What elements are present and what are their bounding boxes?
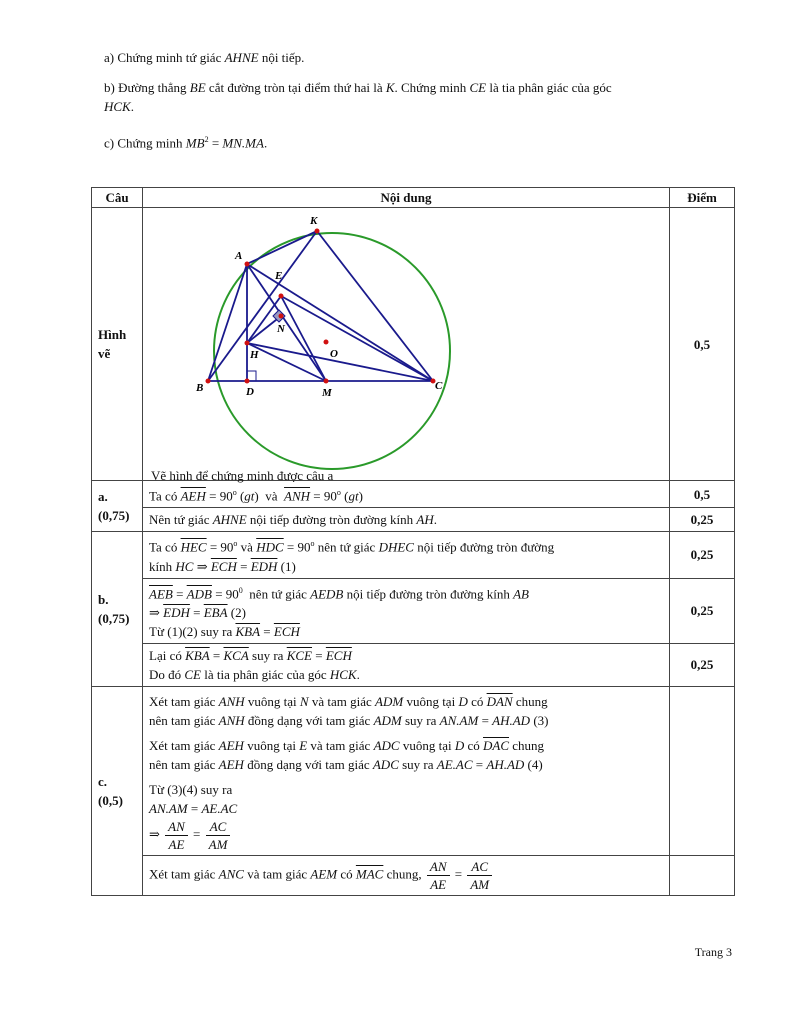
part-c-row2 (92, 855, 735, 895)
label-E: E (275, 270, 283, 282)
page-footer: Trang 3 (694, 945, 732, 959)
question-b: b) Đường thẳng BE cắt đường tròn tại điểm thứ hai là K. Chứng minh CE là tia phân giác của góc HCK. (104, 80, 612, 114)
part-b-block2: $\overline{AEB} = \overline{ADB} = 90^0$ nên tứ giác AEDB nội tiếp đường tròn đường kính AB ⇒ $\overline{EDH} = \overline{EBA}$ (2) Từ (1)(2) suy ra $\overline{KBA} = \overline{ECH}$ (143, 578, 670, 643)
label-D: D (246, 386, 254, 398)
part-b-score3: 0,25 (670, 643, 735, 686)
part-b-row2 (92, 578, 735, 643)
frac4-num: AC (467, 858, 492, 876)
part-c-block1: Xét tam giác ANH vuông tại N và tam giác ADM vuông tại D có $\overline{DAN}$ chung nên tam giác ANH đồng dạng với tam giác ADM suy ra AN.AM = AH.AD (3) Xét tam giác AEH vuông tại E và tam giác ADC vuông tại D có $\overline{DAC}$ chung nên tam giác AEH đồng dạng với tam giác ADC suy ra AE.AC = AH.AD (4) Từ (3)(4) suy ra AN.AM = AE.AC ⇒ $\frac{AN}{AE}$ = $\frac{AC}{AM}$ (143, 686, 670, 855)
part-c-score-empty (670, 686, 735, 855)
label-A: A (235, 250, 243, 262)
figure-score: 0,5 (670, 208, 735, 481)
part-a-row2 (92, 508, 735, 532)
part-b-row1 (92, 532, 735, 578)
frac4-den: AM (470, 876, 490, 892)
part-b-block1: Ta có $\overline{HEC} = 90^o$ và $\overline{HDC} = 90^o$ nên tứ giác DHEC nội tiếp đường tròn đường kính HC ⇒ $\overline{ECH} = \overline{EDH}$ (1) (143, 532, 670, 578)
label-N: N (277, 323, 285, 335)
part-b-label: b. (0,75) (92, 532, 143, 687)
question-c: c) Chứng minh $MB^2 = MN.MA$. (104, 135, 268, 151)
figure-caption: Vẽ hình để chứng minh được câu a (151, 468, 334, 483)
part-a-score1: 0,5 (670, 481, 735, 508)
part-b-block3: Lại có $\overline{KBA} = \overline{KCA}$ suy ra $\overline{KCE} = \overline{ECH}$ Do đó CE là tia phân giác của góc HCK. (143, 643, 670, 686)
header-noi-dung: Nội dung (143, 188, 670, 208)
part-b-score2: 0,25 (670, 578, 735, 643)
part-b-score1: 0,25 (670, 532, 735, 578)
question-a: a) Chứng minh tứ giác AHNE nội tiếp. (104, 50, 305, 65)
label-H: H (250, 349, 259, 361)
figure-cell (143, 208, 670, 481)
figure-row (92, 208, 735, 481)
frac1-den: AE (168, 836, 185, 852)
figure-label: Hình vẽ (92, 208, 143, 481)
frac3-den: AE (430, 876, 447, 892)
frac1-num: AN (165, 818, 188, 836)
part-a-line1: Ta có $\overline{AEH} = 90^o$ (gt) và $\overline{ANH} = 90^o$ (gt) (143, 481, 670, 508)
part-a-line2: Nên tứ giác AHNE nội tiếp đường tròn đường kính AH. (143, 508, 670, 532)
frac2-den: AM (208, 836, 228, 852)
part-c-label: c. (0,5) (92, 686, 143, 895)
label-M: M (322, 387, 332, 399)
geometry-figure (143, 208, 670, 480)
part-c-block2: Xét tam giác ANC và tam giác AEM có $\overline{MAC}$ chung, $\frac{AN}{AE}$ = $\frac{AC}{AM}$ (143, 855, 670, 895)
header-cau: Câu (92, 188, 143, 208)
header-row (92, 188, 735, 208)
label-C: C (435, 380, 443, 392)
label-O: O (330, 348, 338, 360)
part-a-score2: 0,25 (670, 508, 735, 532)
answer-table (91, 187, 735, 896)
part-c-row1 (92, 686, 735, 855)
frac2-num: AC (206, 818, 231, 836)
label-K: K (310, 215, 318, 227)
label-B: B (196, 382, 204, 394)
part-c-score2-empty (670, 855, 735, 895)
part-a-label: a. (0,75) (92, 481, 143, 532)
frac3-num: AN (427, 858, 450, 876)
header-diem: Điểm (670, 188, 735, 208)
part-b-row3 (92, 643, 735, 686)
